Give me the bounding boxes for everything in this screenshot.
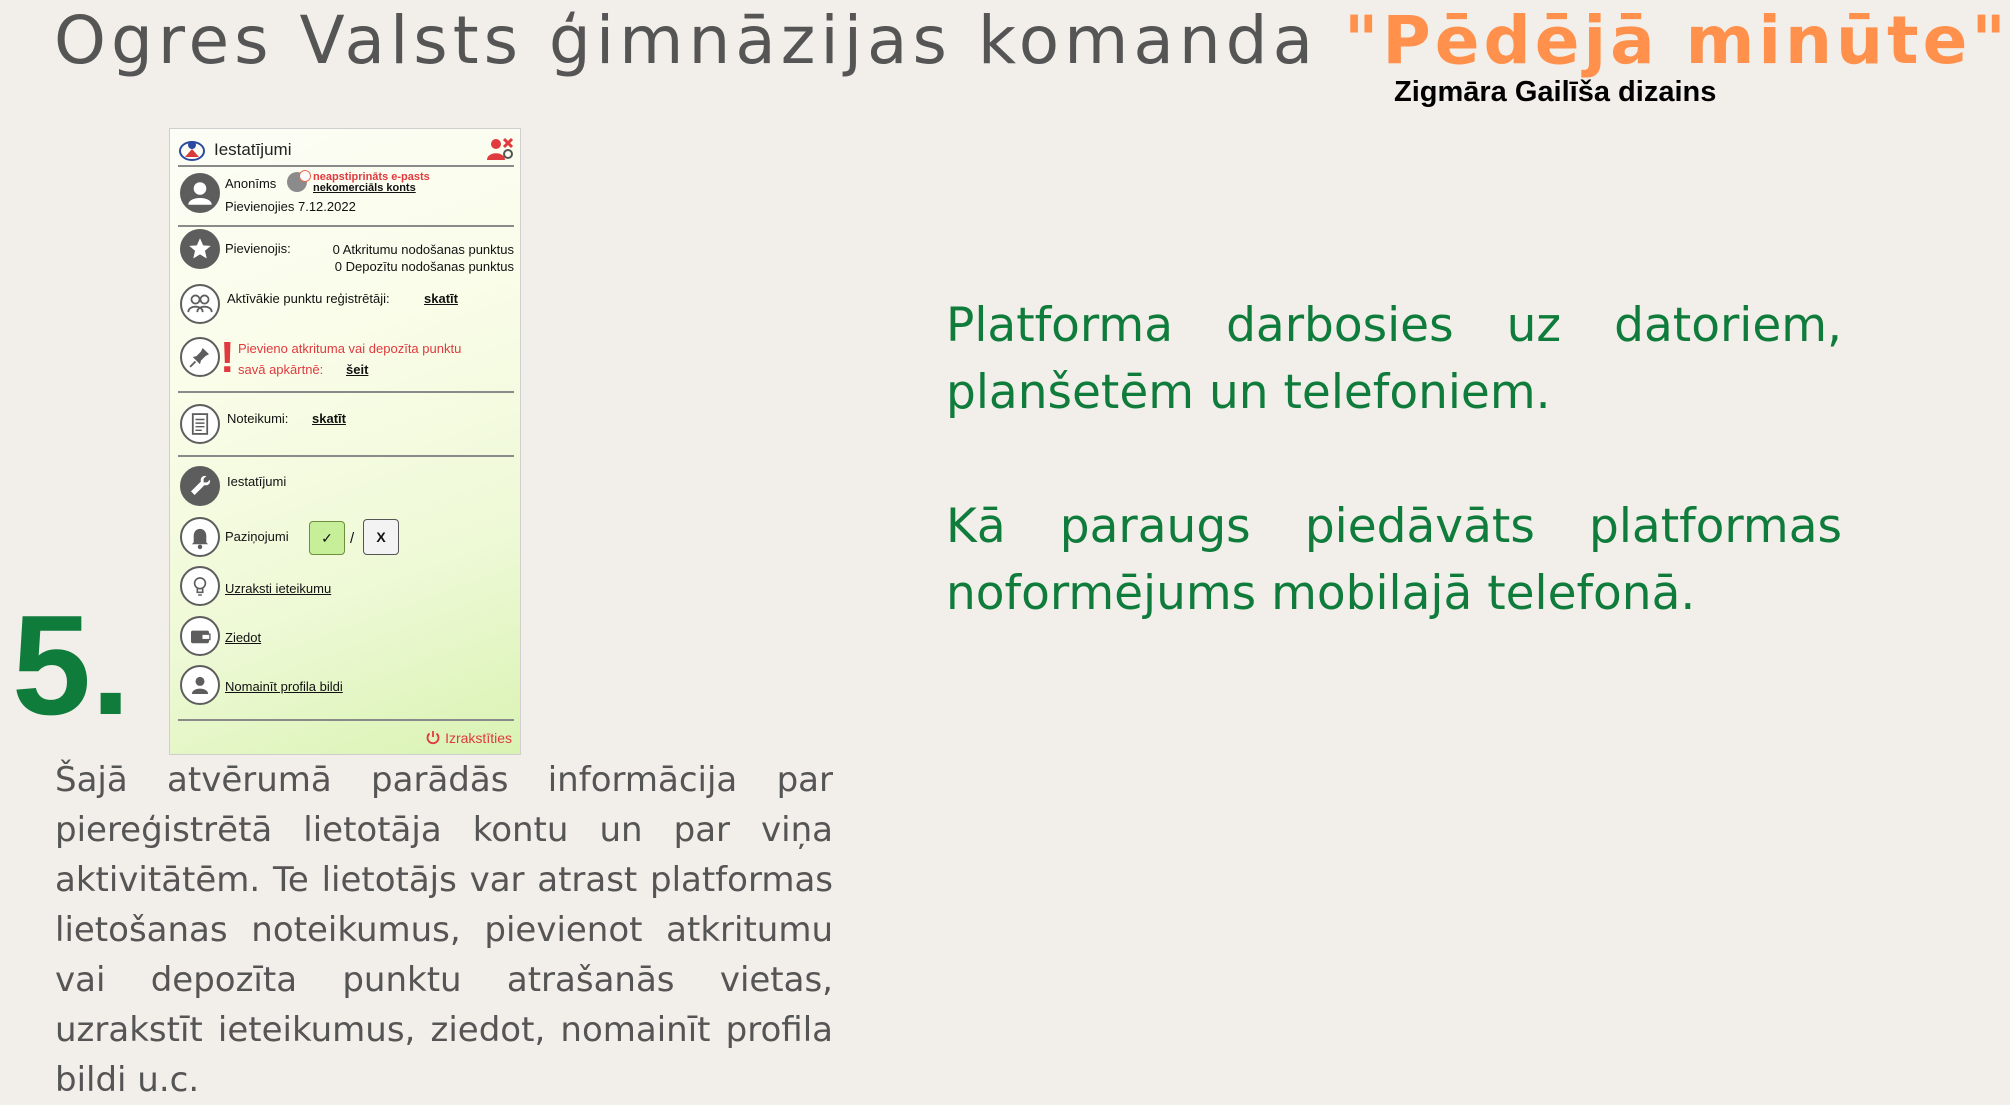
design-credit: Zigmāra Gailīša dizains [1394,76,1717,108]
mobile-example-text: Kā paraugs piedāvāts platformas noformējums mobilajā telefonā. [946,499,1842,621]
slide-description: Šajā atvērumā parādās informācija par piereģistrētā lietotāja kontu un par viņa aktivitātēm. Te lietotājs var atrast platformas lietošanas noteikumus, pievienot atkritumu vai depozīta punktu atrašanās vietas, uzrakstīt ieteikumus, ziedot, nomainīt profila bildi u.c. [55,760,833,1100]
divider [178,165,514,167]
logout-label: Izrakstīties [445,730,512,746]
notifications-label: Paziņojumi [225,529,289,544]
suggestion-link[interactable]: Uzraksti ieteikumu [225,581,332,596]
title-prefix: Ogres Valsts ģimnāzijas komanda [54,2,1319,79]
slide-title [54,2,2010,79]
account-type-link[interactable]: nekomerciāls konts [313,182,416,194]
joined-date: Pievienojies 7.12.2022 [225,199,356,214]
active-users-view-link[interactable]: skatīt [424,291,458,306]
star-icon [180,229,220,269]
waste-points-count: 0 Atkritumu nodošanas punktus [332,242,514,257]
separator: / [350,530,355,547]
avatar-icon [180,173,220,213]
notifications-off-button[interactable]: X [363,519,399,555]
divider [178,455,514,457]
slide-number: 5. [12,586,131,745]
logout-button[interactable] [425,729,512,748]
wrench-icon [180,466,220,506]
divider [178,225,514,227]
divider [178,391,514,393]
rules-view-link[interactable]: skatīt [312,411,346,426]
profile-photo-icon [180,665,220,705]
bell-icon [180,517,220,557]
warning-icon [287,172,307,192]
change-photo-link[interactable]: Nomainīt profila bildi [225,679,343,694]
team-name: "Pēdējā minūte" [1344,2,2010,79]
platform-devices-text: Platforma darbosies uz datoriem, planšetēm un telefoniem. [946,298,1842,420]
pin-icon [180,337,220,377]
points-label: Pievienojis: [225,241,291,256]
phone-mockup [169,128,521,755]
lightbulb-icon [180,566,220,606]
add-point-here-link[interactable]: šeit [346,362,369,377]
close-user-icon[interactable] [485,136,515,162]
app-logo-icon [178,137,206,161]
donate-link[interactable]: Ziedot [225,630,262,645]
wallet-icon [180,616,220,656]
rules-label: Noteikumi: [227,411,289,426]
settings-header [170,129,520,165]
alert-icon: ! [220,333,235,382]
active-users-label: Aktīvākie punktu reģistrētāji: [227,291,390,306]
divider [178,719,514,721]
add-point-text: Pievieno atkrituma vai depozīta punktu [238,341,462,356]
profile-name: Anonīms [225,176,277,191]
deposit-points-count: 0 Depozītu nodošanas punktus [334,259,514,274]
users-icon [180,284,220,324]
settings-title: Iestatījumi [214,140,292,159]
power-icon [425,729,441,748]
add-point-nearby: savā apkārtnē: [238,362,324,377]
document-icon [180,404,220,444]
notifications-on-button[interactable]: ✓ [309,521,345,555]
email-warning: neapstiprināts e-pasts [313,171,430,183]
settings-item-label[interactable]: Iestatījumi [227,474,287,489]
